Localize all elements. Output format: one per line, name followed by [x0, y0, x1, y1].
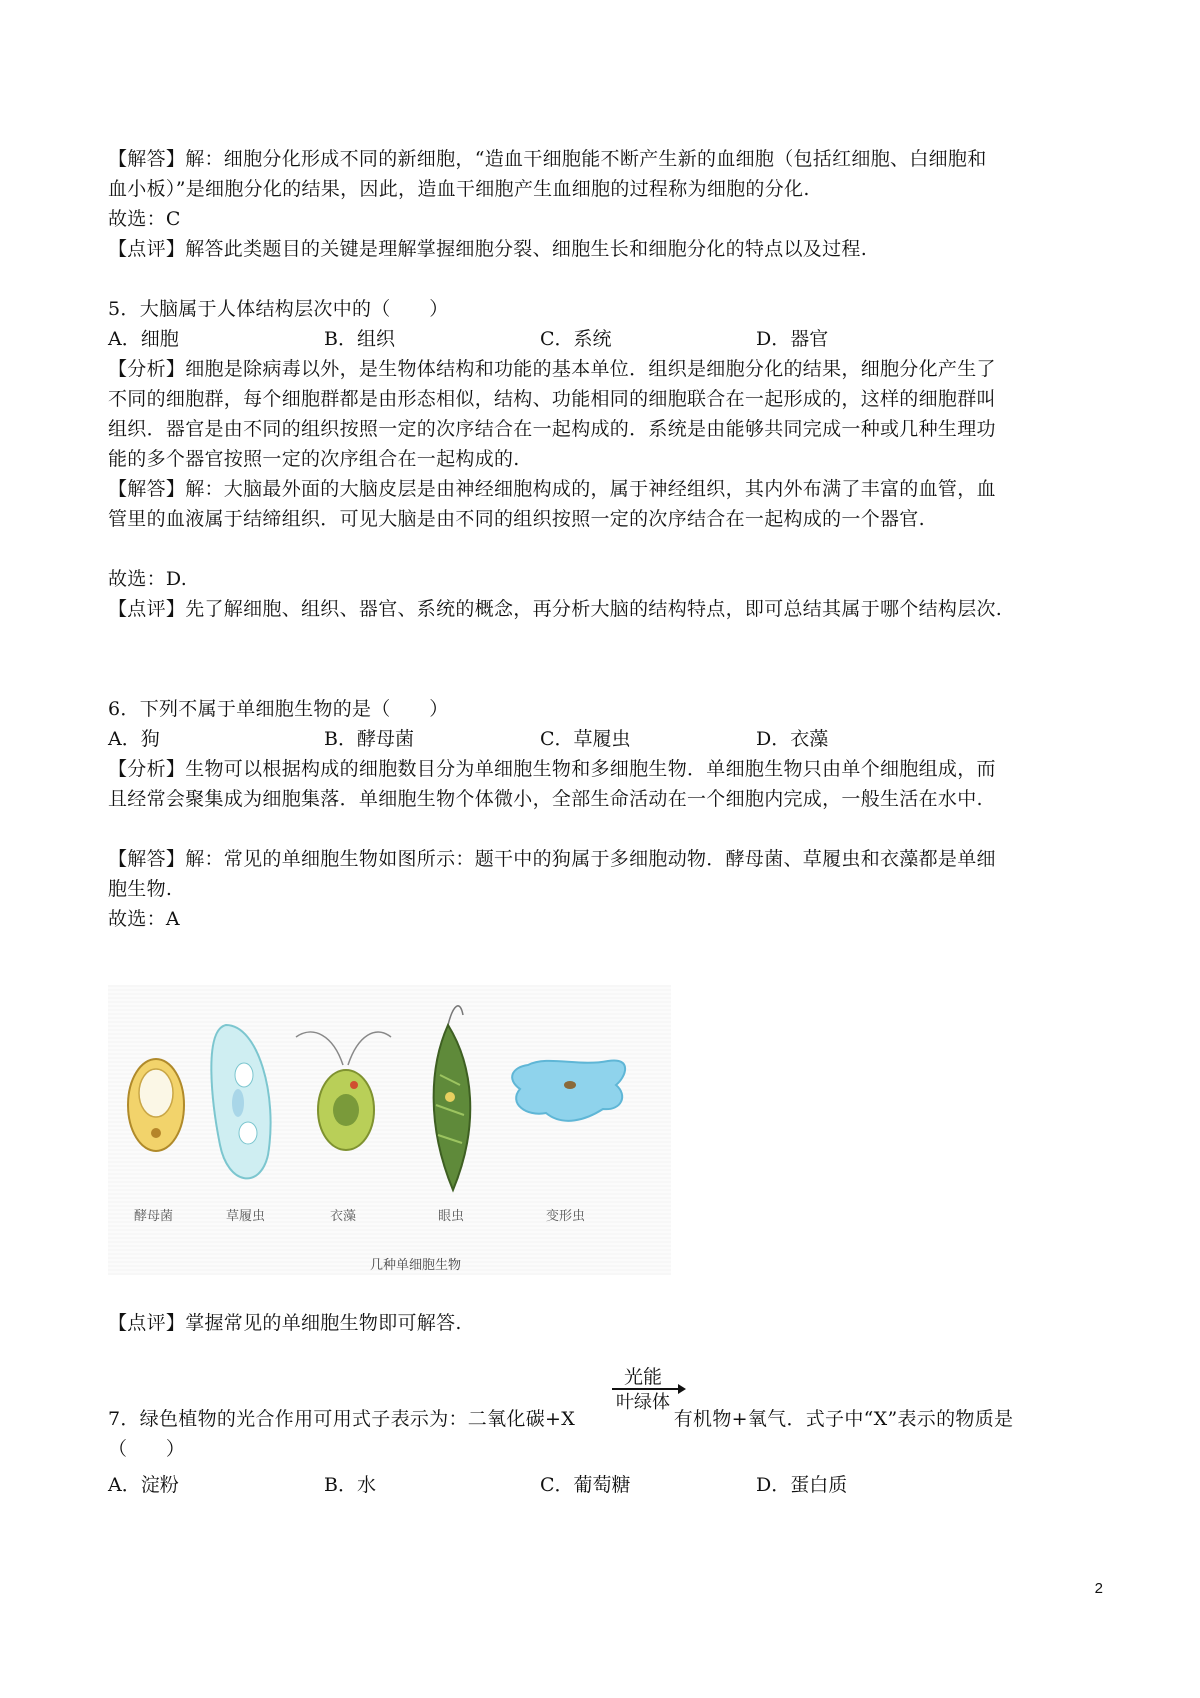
- q7-option-b: B．水: [324, 1474, 376, 1496]
- q5-answer-line-1: 【解答】解：大脑最外面的大脑皮层是由神经细胞构成的，属于神经组织，其内外布满了丰富的血管，血: [108, 478, 996, 500]
- euglena-drawing: [434, 1006, 471, 1190]
- organisms-illustration: [108, 985, 671, 1275]
- q6-stem: 6．下列不属于单细胞生物的是（ ）: [108, 698, 449, 720]
- q6-comment: 【点评】掌握常见的单细胞生物即可解答.: [108, 1312, 462, 1334]
- page-number: 2: [1094, 1580, 1103, 1597]
- q5-choice: 故选：D.: [108, 568, 188, 590]
- paramecium-drawing: [211, 1025, 270, 1178]
- q4-comment: 【点评】解答此类题目的关键是理解掌握细胞分裂、细胞生长和细胞分化的特点以及过程.: [108, 238, 868, 260]
- q4-answer-line-2: 血小板）”是细胞分化的结果，因此，造血干细胞产生血细胞的过程称为细胞的分化.: [108, 178, 810, 200]
- q7-option-c: C．葡萄糖: [540, 1474, 631, 1496]
- q7-option-d: D．蛋白质: [756, 1474, 848, 1496]
- q6-option-b: B．酵母菌: [324, 728, 414, 750]
- chlamydomonas-drawing: [296, 1032, 391, 1150]
- q5-answer-line-2: 管里的血液属于结缔组织．可见大脑是由不同的组织按照一定的次序结合在一起构成的一个器官.: [108, 508, 925, 530]
- figure-caption: 几种单细胞生物: [370, 1258, 462, 1273]
- q7-stem-line-2: （ ）: [108, 1438, 186, 1460]
- q5-comment: 【点评】先了解细胞、组织、器官、系统的概念，再分析大脑的结构特点，即可总结其属于哪个结构层次.: [108, 598, 1003, 620]
- q4-choice: 故选：C: [108, 208, 181, 230]
- q6-analysis-line-1: 【分析】生物可以根据构成的细胞数目分为单细胞生物和多细胞生物．单细胞生物只由单个细胞组成，而: [108, 758, 996, 780]
- label-yeast: 酵母菌: [134, 1209, 174, 1224]
- q7-stem-before: 7．绿色植物的光合作用可用式子表示为：二氧化碳+X: [108, 1408, 576, 1430]
- q7-option-a: A．淀粉: [108, 1474, 179, 1496]
- q5-option-a: A．细胞: [108, 328, 179, 350]
- q6-answer-line-1: 【解答】解：常见的单细胞生物如图所示：题干中的狗属于多细胞动物．酵母菌、草履虫和衣藻都是单细: [108, 848, 996, 870]
- q6-answer-line-2: 胞生物.: [108, 878, 173, 900]
- q6-option-d: D．衣藻: [756, 728, 829, 750]
- q7-stem-line-1: [108, 1404, 1108, 1434]
- q6-option-c: C．草履虫: [540, 728, 631, 750]
- q4-answer-line-1: 【解答】解：细胞分化形成不同的新细胞，“造血干细胞能不断产生新的血细胞（包括红细胞、白细胞和: [108, 148, 987, 170]
- q5-option-d: D．器官: [756, 328, 829, 350]
- q5-option-c: C．系统: [540, 328, 612, 350]
- label-paramecium: 草履虫: [226, 1209, 266, 1224]
- q5-analysis-line-3: 组织．器官是由不同的组织按照一定的次序结合在一起构成的．系统是由能够共同完成一种或几种生理功: [108, 418, 996, 440]
- q5-analysis-line-1: 【分析】细胞是除病毒以外，是生物体结构和功能的基本单位．组织是细胞分化的结果，细胞分化产生了: [108, 358, 996, 380]
- q6-analysis-line-2: 且经常会聚集成为细胞集落．单细胞生物个体微小，全部生命活动在一个细胞内完成，一般生活在水中.: [108, 788, 983, 810]
- label-euglena: 眼虫: [438, 1209, 465, 1224]
- q7-stem-after: 有机物+氧气．式子中“X”表示的物质是: [673, 1408, 1014, 1430]
- yeast-drawing: [128, 1059, 184, 1151]
- q6-choice: 故选：A: [108, 908, 180, 930]
- single-cell-organisms-figure: [108, 985, 671, 1275]
- formula-chloroplast: 叶绿体: [616, 1392, 670, 1413]
- q5-stem: 5．大脑属于人体结构层次中的（ ）: [108, 298, 449, 320]
- amoeba-drawing: [512, 1060, 625, 1120]
- q5-analysis-line-4: 能的多个器官按照一定的次序组合在一起构成的.: [108, 448, 520, 470]
- q6-option-a: A．狗: [108, 728, 160, 750]
- q5-analysis-line-2: 不同的细胞群，每个细胞群都是由形态相似，结构、功能相同的细胞联合在一起形成的，这样的细胞群叫: [108, 388, 996, 410]
- label-chlamydomonas: 衣藻: [330, 1209, 357, 1224]
- formula-light-energy: 光能: [624, 1366, 663, 1388]
- reaction-condition-formula: [610, 1362, 686, 1413]
- q5-option-b: B．组织: [324, 328, 395, 350]
- label-amoeba: 变形虫: [546, 1209, 586, 1224]
